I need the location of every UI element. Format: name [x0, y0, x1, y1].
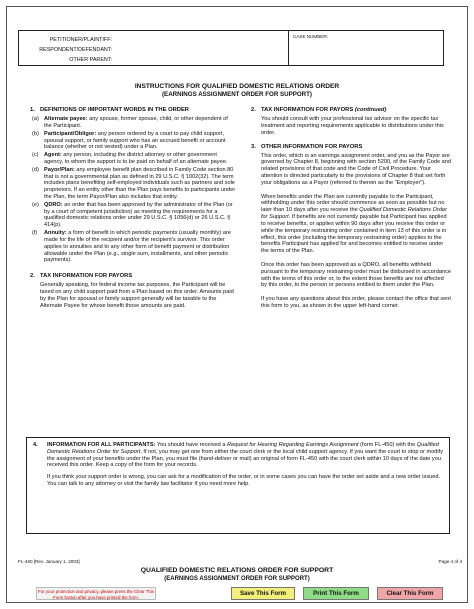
footer-subtitle: (EARNINGS ASSIGNMENT ORDER FOR SUPPORT) — [164, 576, 310, 582]
definition-term: Agent: — [44, 152, 62, 159]
definition-letter: (e) — [32, 201, 39, 208]
section-2-heading: 2. TAX INFORMATION FOR PAYORS — [30, 273, 133, 280]
section-3-paragraph-3: Once this order has been approved as a QDRO, all benefits withheld pursuant to the temporary restraining order must be disbursed in accordance with the terms of this order or, to the extent those benefits are not affected by this order, to the person or persons entitled to them under the Plan. — [261, 261, 451, 289]
privacy-notice: For your protection and privacy, please press the Clear This Form button after you have printed the form. — [38, 588, 154, 600]
section-4-heading: INFORMATION FOR ALL PARTICIPANTS: — [47, 442, 156, 448]
definition-item — [30, 230, 236, 264]
case-number-label: CASE NUMBER: — [293, 34, 328, 39]
definition-item — [30, 131, 236, 151]
page-title: INSTRUCTIONS FOR QUALIFIED DOMESTIC RELATIONS ORDER — [134, 83, 340, 90]
section-2-continued-heading: 2. TAX INFORMATION FOR PAYORS (continued) — [251, 107, 387, 113]
definition-item — [30, 167, 236, 201]
respondent-label: RESPONDENT/DEFENDANT: — [39, 46, 112, 53]
definition-body: a form of benefit in which periodic payments (usually monthly) are made for the life of the recipient and/or the recipient's survivor. This order applies to annuities and to any other form of benefit payment or distribution allowable under the Plan (e.g., single sum, installments, and other periodic payments). — [44, 230, 231, 264]
definition-text — [44, 116, 236, 130]
other-parent-label: OTHER PARENT: — [69, 56, 112, 63]
definition-letter: (a) — [32, 116, 39, 123]
section-4-paragraph-2: If you think your support order is wrong, you can ask for a modification of the order, or in some cases you can have the order set aside and a new order issued. You can talk to any attorney or visit the family law facilitator if you need more help. — [47, 474, 441, 488]
form-actions-bar — [0, 587, 474, 601]
section-2-text: Generally speaking, for federal income tax purposes, the Participant will be taxed on any child support paid from a Plan based on this order. Amounts paid by the Plan for spousal or family support generally will be taxable to the Alternate Payee for whose benefit those amounts are paid. — [40, 282, 234, 309]
section-3-heading: 3. OTHER INFORMATION FOR PAYORS — [251, 143, 363, 150]
definition-term: QDRO: — [44, 201, 63, 208]
definition-item — [30, 152, 236, 166]
form-id: FL-460 [Rev. January 1, 2003] — [18, 559, 80, 564]
section-4-paragraph-1: INFORMATION FOR ALL PARTICIPANTS: You should have received a Request for Hearing Regarding Earnings Assignment (form FL-450) with the Qualified Domestic Relations Order for Support. If not, you may get one from either the court clerk or the local child support agency. If you want the court to stop or modify the assignment of your benefits under the Plan, you must file (hand-deliver or mail) an original of form FL-450 with the court clerk within 10 days of the date you received this order. Keep a copy of the form for your records. — [47, 442, 444, 469]
section-1-heading: 1. DEFINITIONS OF IMPORTANT WORDS IN THE ORDER — [30, 107, 189, 113]
definition-text — [44, 131, 236, 151]
definition-body: any person, including the district attorney or other government agency, to whom the support is to be paid on behalf of an alternate payee. — [44, 152, 228, 165]
definition-term: Alternate payee: — [44, 116, 88, 123]
right-column — [251, 107, 451, 317]
definition-term: Annuity: — [44, 230, 67, 237]
case-caption — [18, 30, 444, 66]
respondent-field[interactable] — [115, 45, 288, 55]
case-number-box[interactable] — [289, 31, 443, 65]
definitions-list — [30, 116, 236, 264]
definition-item — [30, 202, 236, 229]
section-4-number: 4. — [33, 442, 38, 448]
left-column — [30, 107, 236, 316]
clear-form-button[interactable]: Clear This Form — [377, 587, 443, 600]
definition-letter: (d) — [32, 166, 39, 173]
other-parent-field[interactable] — [115, 55, 288, 65]
party-names-box — [19, 31, 289, 65]
petitioner-field[interactable] — [115, 35, 288, 45]
definition-text — [44, 230, 236, 264]
definition-term: Payor/Plan: — [44, 166, 75, 173]
definition-body: an order that has been approved by the administrator of the Plan (or by a court of competent jurisdiction) as meeting the requirements for a qualified domestic relations order under 29 U.S.C. § 1056(d) or 26 U.S.C. § 414(p). — [44, 201, 233, 229]
definition-body: any person ordered by a court to pay child support, spousal support, or family support who has an accrued benefit or account balance (whether or not vested) under a Plan. — [44, 130, 226, 151]
save-form-button[interactable]: Save This Form — [231, 587, 295, 600]
page-number: Page 4 of 4 — [438, 559, 462, 564]
section-3-paragraph-1: This order, which is an earnings assignment order, and you as the Payor are governed by Chapter 8, beginning with section 5200, of the Family Code and related provisions of that code and the Code of Civil Procedure. Your attention is directed particularly to the provisions of Chapter 8 that set forth your obligations as a Payor (referred to therein as the "Employer"). — [261, 152, 451, 186]
footer-title: QUALIFIED DOMESTIC RELATIONS ORDER FOR SUPPORT — [140, 567, 334, 574]
definition-letter: (b) — [32, 130, 39, 137]
section-2-continued-text: You should consult with your professional tax advisor on the specific tax treatment and reporting requirements applicable to distributions under this order. — [261, 116, 444, 136]
participant-information-box — [26, 437, 450, 534]
definition-text — [44, 202, 236, 229]
definition-body: any spouse, former spouse, child, or other dependent of the Participant. — [44, 116, 228, 129]
section-3-paragraph-2: When benefits under the Plan are currently payable to the Participant, withholding under this order should commence as soon as possible but no later than 10 days after you receive the Qualified Domestic Relations Order for Support. If benefits are not currently payable but Participant has applied to receive benefits, or applies within 90 days after you receive this order or while the temporary restraining order contained in item 13 of this order is in effect, this order (including the temporary restraining order) applies to the benefits Participant has applied for and becomes entitled to receive under the terms of the Plan. — [261, 193, 447, 255]
definition-item — [30, 116, 236, 130]
definition-letter: (f) — [32, 230, 38, 237]
page-subtitle: (EARNINGS ASSIGNMENT ORDER FOR SUPPORT) — [162, 91, 312, 98]
section-3-paragraph-4: If you have any questions about this order, please contact the office that sent this form to you, as shown in the upper left-hand corner. — [261, 296, 451, 309]
definition-body: any employee benefit plan described in Family Code section 80 that is not a governmental plan as defined in 29 U.S.C. § 1002(32). The term includes plans benefiting self-employed individuals such as partners and sole proprietors. If an entity other than the Plan pays benefits to participants under the Plan, the term Payor/Plan also includes that entity. — [44, 166, 236, 200]
definition-text — [44, 167, 236, 201]
definition-letter: (c) — [32, 152, 39, 159]
print-form-button[interactable]: Print This Form — [303, 587, 369, 600]
petitioner-label: PETITIONER/PLAINTIFF: — [49, 36, 112, 43]
definition-term: Participant/Obligor: — [44, 130, 97, 137]
definition-text — [44, 152, 236, 166]
